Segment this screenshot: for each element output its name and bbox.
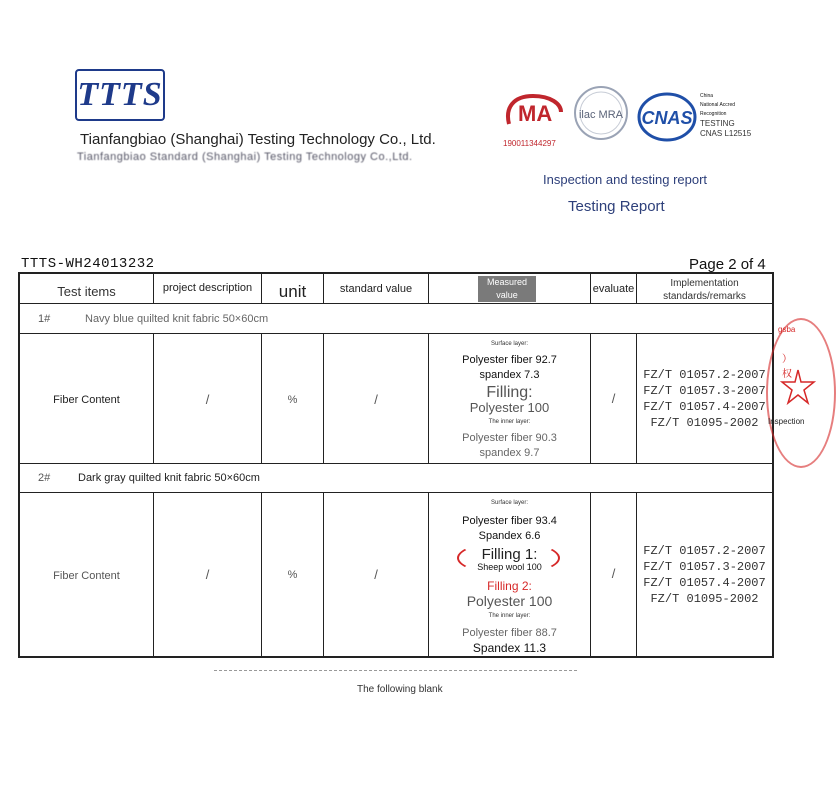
official-stamp — [766, 318, 836, 468]
measured-line: spandex 9.7 — [479, 447, 540, 459]
implementation-standards — [637, 367, 772, 431]
standard-code: FZ/T 01057.4-2007 — [643, 400, 766, 414]
stamp-star-icon — [780, 368, 800, 406]
test-item: Fiber Content — [53, 394, 120, 406]
measured-line: Polyester fiber 90.3 — [462, 432, 557, 444]
measured-label: The inner layer: — [488, 419, 531, 425]
measured-filling1-value: Sheep wool 100 — [477, 562, 542, 572]
measured-value — [429, 497, 590, 655]
standard-value: / — [374, 567, 378, 582]
stamp-text-top: gsba — [778, 325, 796, 334]
standard-code: FZ/T 01095-2002 — [650, 416, 759, 430]
measured-value — [429, 338, 590, 460]
unit-value: % — [287, 394, 298, 406]
header-test-items: Test items — [57, 284, 116, 299]
measured-line: Spandex 11.3 — [472, 641, 547, 655]
header-implementation-line: Implementation — [670, 278, 739, 289]
cma-logo-icon — [503, 92, 565, 130]
table-rule — [18, 492, 774, 493]
header-standard-value: standard value — [339, 283, 413, 295]
evaluate-value: / — [611, 391, 616, 406]
measured-label: Surface layer: — [490, 500, 529, 506]
cnas-side-text — [700, 92, 760, 139]
measured-filling2-label: Filling 2: — [487, 579, 532, 593]
test-item: Fiber Content — [53, 570, 120, 582]
project-description: / — [205, 567, 210, 582]
blank-divider — [214, 670, 577, 671]
cnas-side-line: National Accred — [700, 102, 736, 108]
evaluate-value: / — [611, 566, 616, 581]
standard-code: FZ/T 01057.2-2007 — [643, 544, 766, 558]
header-unit: unit — [278, 282, 307, 301]
header-implementation — [637, 277, 772, 303]
stamp-text-side: Inspection — [768, 417, 805, 426]
report-title-chinese: Inspection and testing report — [543, 172, 708, 187]
project-description: / — [205, 392, 210, 407]
page-number: Page 2 of 4 — [689, 256, 766, 273]
measured-line: Spandex 6.6 — [478, 530, 541, 542]
measured-line: Polyester fiber 93.4 — [462, 515, 557, 527]
table-rule — [18, 333, 774, 334]
measured-label: The inner layer: — [488, 613, 531, 619]
company-name: Tianfangbiao (Shanghai) Testing Technology Co., Ltd. — [80, 131, 436, 148]
header-evaluate: evaluate — [592, 283, 635, 295]
stamp-text-mid: ）权 — [782, 354, 792, 380]
unit-value: % — [287, 569, 298, 581]
report-number: TTTS-WH24013232 — [21, 256, 155, 272]
ilac-logo-text: ilac MRA — [578, 109, 624, 121]
standard-code: FZ/T 01057.4-2007 — [643, 576, 766, 590]
cnas-side-line: Recognition — [700, 111, 727, 117]
table-rule — [18, 463, 774, 464]
measured-line: Polyester fiber 92.7 — [462, 354, 557, 366]
section-index: 2# — [38, 472, 51, 484]
company-name-shadow: Tianfangbiao Standard (Shanghai) Testing Technology Co.,Ltd. — [77, 151, 413, 163]
cnas-code: CNAS L12515 — [700, 129, 752, 138]
standard-code: FZ/T 01057.2-2007 — [643, 368, 766, 382]
cnas-side-line: China — [700, 93, 714, 99]
implementation-standards — [637, 543, 772, 607]
cma-number: 190011344297 — [503, 139, 556, 148]
header-implementation-line: standards/remarks — [663, 291, 746, 302]
measured-filling-label: Filling: — [486, 384, 533, 401]
measured-line: spandex 7.3 — [479, 369, 540, 381]
standard-code: FZ/T 01095-2002 — [650, 592, 759, 606]
cnas-logo-icon — [637, 91, 697, 143]
company-logo: TTTS — [75, 69, 165, 121]
standard-code: FZ/T 01057.3-2007 — [643, 384, 766, 398]
report-title-english: Testing Report — [568, 198, 665, 215]
table-rule — [428, 272, 429, 303]
section-title: Navy blue quilted knit fabric 50×60cm — [85, 313, 269, 325]
standard-value: / — [374, 392, 378, 407]
standard-code: FZ/T 01057.3-2007 — [643, 560, 766, 574]
header-measured-line: Measured — [486, 277, 528, 287]
measured-label: Surface layer: — [490, 341, 529, 347]
table-rule — [18, 303, 774, 304]
following-blank-note: The following blank — [357, 684, 443, 695]
cma-logo-text: MA — [518, 101, 553, 126]
header-measured-value — [478, 276, 536, 302]
header-project-description: project description — [162, 282, 253, 294]
measured-filling-value: Polyester 100 — [469, 400, 550, 415]
header-measured-line: value — [496, 290, 518, 300]
ilac-mra-logo-icon — [572, 84, 630, 142]
measured-line: Polyester fiber 88.7 — [462, 627, 557, 639]
section-title: Dark gray quilted knit fabric 50×60cm — [78, 472, 260, 484]
cnas-testing: TESTING — [700, 119, 735, 128]
measured-filling2-value: Polyester 100 — [466, 593, 553, 609]
measured-filling1-label: Filling 1: — [481, 546, 538, 563]
section-index: 1# — [38, 313, 51, 325]
cnas-logo-text: CNAS — [641, 108, 693, 128]
